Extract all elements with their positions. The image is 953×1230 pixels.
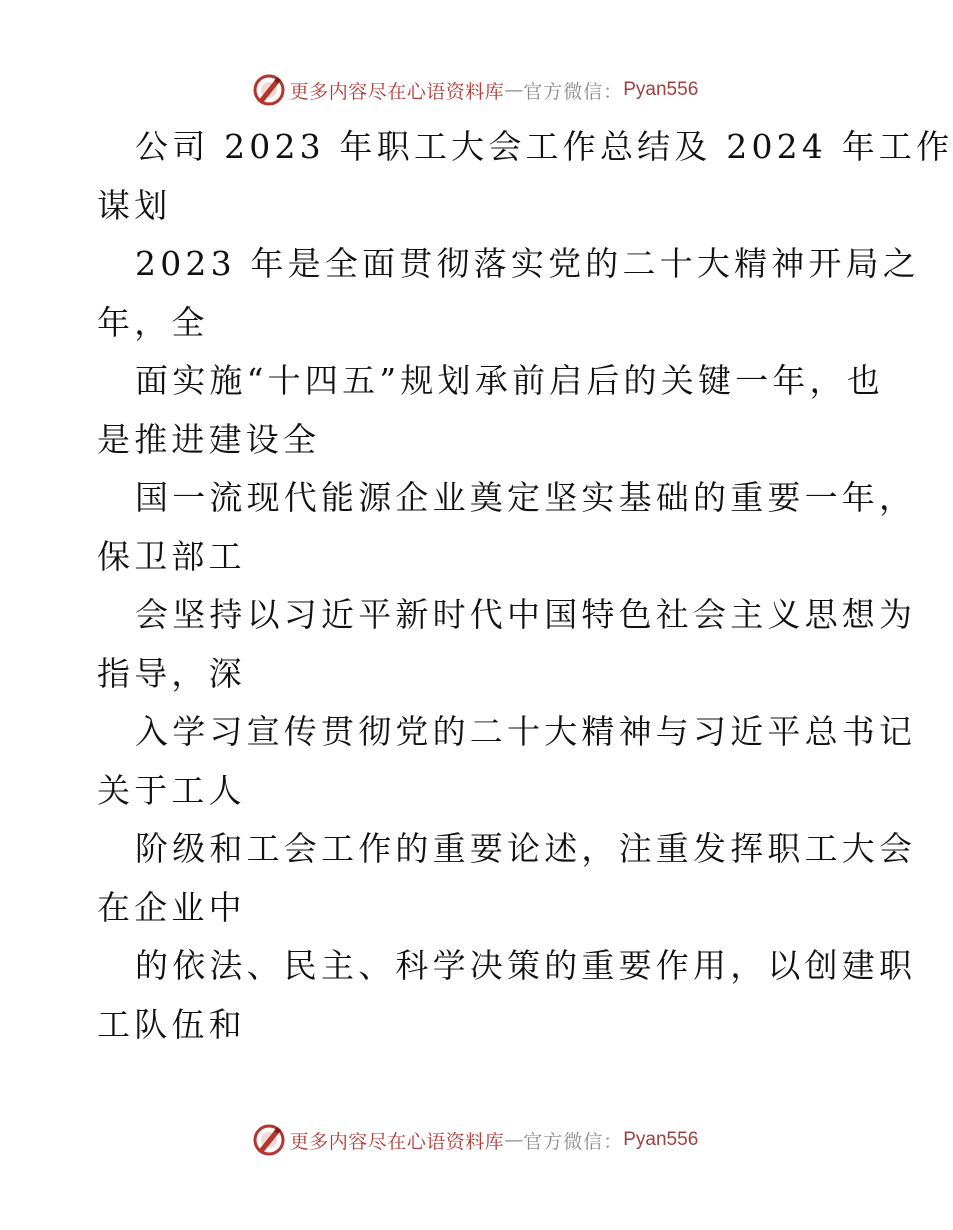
text-line: 入学习宣传贯彻党的二十大精神与习近平总书记 xyxy=(135,712,917,751)
header-banner[interactable] xyxy=(0,70,950,110)
text-line: 工队伍和 xyxy=(97,1004,246,1044)
footer-banner[interactable] xyxy=(0,1120,950,1160)
text-line: 关于工人 xyxy=(97,770,246,810)
text-line: 年，全 xyxy=(97,302,209,342)
banner-separator: — xyxy=(504,1129,524,1151)
banner-separator: — xyxy=(504,79,524,101)
text-line: 在企业中 xyxy=(97,887,246,927)
banner-wechat-id: Pyan556 xyxy=(623,79,699,100)
banner-wechat-id: Pyan556 xyxy=(623,1129,699,1150)
text-line: 谋划 xyxy=(97,185,172,225)
text-line: 指导，深 xyxy=(97,653,246,693)
pen-logo-icon xyxy=(252,1123,286,1157)
text-line: 保卫部工 xyxy=(97,536,246,576)
text-line: 是推进建设全 xyxy=(97,419,321,459)
banner-slogan: 更多内容尽在心语资料库 xyxy=(289,1130,505,1153)
banner-wechat-label: 官方微信： xyxy=(523,1130,624,1153)
banner-wechat-label: 官方微信： xyxy=(523,80,624,103)
banner-slogan: 更多内容尽在心语资料库 xyxy=(289,80,505,103)
text-line: 阶级和工会工作的重要论述，注重发挥职工大会 xyxy=(135,829,917,868)
pen-logo-icon xyxy=(252,73,286,107)
document-body xyxy=(97,118,953,1054)
text-line: 公司 2023 年职工大会工作总结及 2024 年工作 xyxy=(135,127,953,166)
text-line: 会坚持以习近平新时代中国特色社会主义思想为 xyxy=(135,595,917,634)
text-line: 2023 年是全面贯彻落实党的二十大精神开局之 xyxy=(135,244,921,283)
text-line: 面实施“十四五”规划承前启后的关键一年，也 xyxy=(135,361,884,400)
text-line: 的依法、民主、科学决策的重要作用，以创建职 xyxy=(135,946,917,985)
text-line: 国一流现代能源企业奠定坚实基础的重要一年， xyxy=(135,478,917,517)
